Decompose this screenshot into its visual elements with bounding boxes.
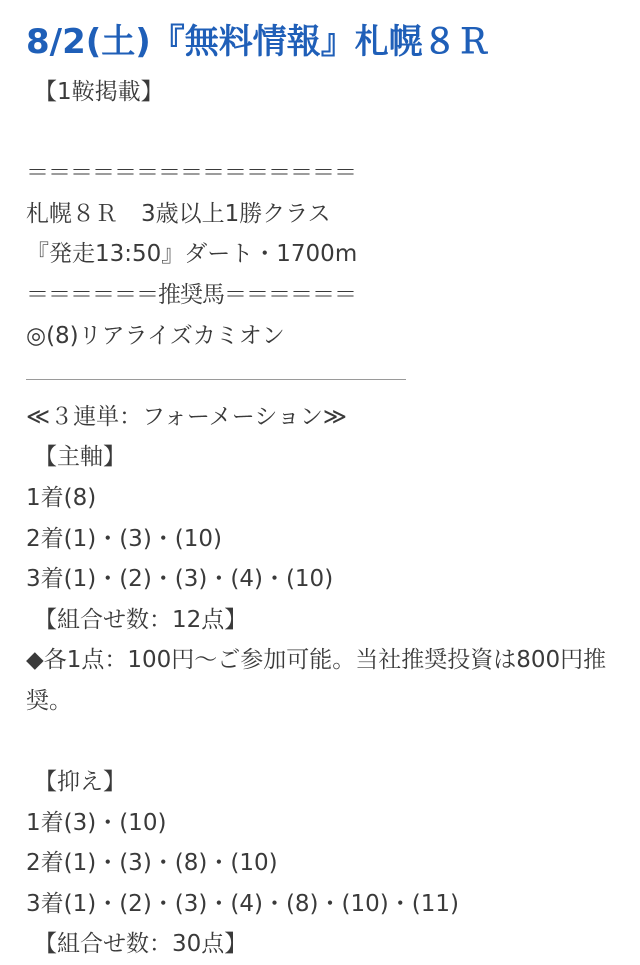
spacer [26,113,616,154]
backup-heading: 【抑え】 [34,769,126,796]
race-name: 札幌８Ｒ 3歳以上1勝クラス [26,200,331,227]
backup-count: 【組合せ数：30点】 [34,931,248,958]
main-first: 1着(8) [26,484,97,511]
backup-third: 3着(1)・(2)・(3)・(4)・(8)・(10)・(11) [26,890,459,917]
horizontal-rule [26,356,616,397]
main-second: 2着(1)・(3)・(10) [26,525,223,552]
bet-type: ≪３連単：フォーメーション≫ [26,403,347,430]
main-heading: 【主軸】 [34,444,126,471]
post-body [26,72,616,965]
page-title: 8/2(土)『無料情報』札幌８Ｒ [26,22,491,62]
spacer [26,722,616,763]
race-info: 『発走13:50』ダート・1700m [26,241,358,268]
divider-line: ＝＝＝＝＝＝＝＝＝＝＝＝＝＝＝ [26,160,356,187]
main-count: 【組合せ数：12点】 [34,606,248,633]
pick-horse: ◎(8)リアライズカミオン [26,322,285,349]
listing-tag: 【1鞍掲載】 [34,79,164,105]
backup-second: 2着(1)・(3)・(8)・(10) [26,850,278,877]
backup-first: 1着(3)・(10) [26,809,167,836]
main-third: 3着(1)・(2)・(3)・(4)・(10) [26,566,334,593]
bet-note: ◆各1点：100円〜ご参加可能。当社推奨投資は800円推奨。 [26,647,607,714]
pick-header: ＝＝＝＝＝＝推奨馬＝＝＝＝＝＝ [26,281,356,308]
